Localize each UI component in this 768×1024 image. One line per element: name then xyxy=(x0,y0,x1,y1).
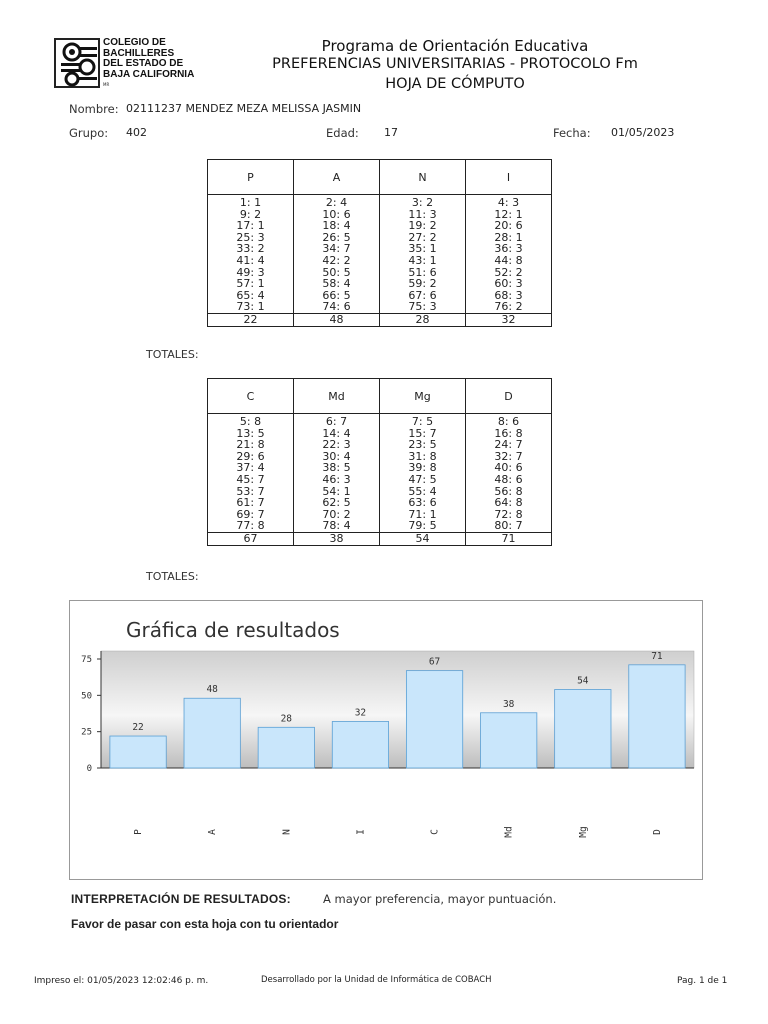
answer-score: 35: 1 xyxy=(408,242,437,256)
column-header: D xyxy=(466,379,552,414)
developed-by: Desarrollado por la Unidad de Informática de COBACH xyxy=(261,975,492,985)
answer-score: 66: 5 xyxy=(322,288,351,302)
nombre-value: 02111237 MENDEZ MEZA MELISSA JASMIN xyxy=(126,102,362,115)
answer-score: 46: 3 xyxy=(322,472,351,486)
bar-value-label: 67 xyxy=(428,656,441,668)
totals-label: TOTALES: xyxy=(146,570,199,583)
logo-line: BACHILLERES xyxy=(103,47,175,59)
x-category-label: P xyxy=(133,829,145,835)
bar-value-label: 22 xyxy=(132,722,144,734)
column-header: I xyxy=(466,160,552,195)
answer-score: 71: 1 xyxy=(408,507,437,521)
answer-score: 28: 1 xyxy=(494,230,523,244)
bar-value-label: 32 xyxy=(354,707,367,719)
answer-score: 24: 7 xyxy=(494,438,523,452)
answer-score: 21: 8 xyxy=(236,438,265,452)
x-category-label: Mg xyxy=(577,826,589,838)
bar-value-label: 48 xyxy=(206,684,218,696)
logo-line: COLEGIO DE xyxy=(103,37,166,48)
answer-score: 74: 6 xyxy=(322,300,351,314)
answer-score: 10: 6 xyxy=(322,207,351,221)
x-category-label: I xyxy=(355,829,367,835)
grupo-value: 402 xyxy=(126,126,147,139)
bar-value-label: 38 xyxy=(502,698,515,710)
interpretation-label: INTERPRETACIÓN DE RESULTADOS: xyxy=(71,892,291,906)
answer-score: 39: 8 xyxy=(408,461,437,475)
nombre-label: Nombre: xyxy=(69,102,119,116)
y-tick-label: 0 xyxy=(86,764,92,774)
x-category-label: N xyxy=(281,829,293,835)
total-cell: 67 xyxy=(208,532,294,545)
bar-value-label: 71 xyxy=(651,650,663,662)
total-cell: 54 xyxy=(380,532,466,545)
answer-score: 32: 7 xyxy=(494,449,523,463)
answer-score: 41: 4 xyxy=(236,253,265,267)
answer-score: 54: 1 xyxy=(322,484,351,498)
answer-score: 7: 5 xyxy=(411,415,434,428)
logo-line: DEL ESTADO DE xyxy=(103,58,184,69)
answer-score: 50: 5 xyxy=(322,265,351,279)
answer-score: 30: 4 xyxy=(322,449,351,463)
answer-score: 31: 8 xyxy=(408,449,437,463)
answer-score: 80: 7 xyxy=(494,519,523,533)
y-tick-label: 25 xyxy=(81,727,92,738)
answer-score: 51: 6 xyxy=(408,265,437,279)
totals-label: TOTALES: xyxy=(146,348,199,361)
answer-score: 23: 5 xyxy=(408,438,437,452)
total-cell: 32 xyxy=(466,313,552,326)
x-category-label: D xyxy=(651,829,663,835)
bar-Md xyxy=(481,713,537,768)
answer-score: 64: 8 xyxy=(494,496,523,510)
answer-score: 72: 8 xyxy=(494,507,523,521)
answer-score: 36: 3 xyxy=(494,242,523,256)
answer-score: 79: 5 xyxy=(408,519,437,533)
answer-score: 70: 2 xyxy=(322,507,351,521)
answer-score: 62: 5 xyxy=(322,496,351,510)
answer-score: 29: 6 xyxy=(236,449,265,463)
column-header: Md xyxy=(294,379,380,414)
sheet-title: HOJA DE CÓMPUTO xyxy=(385,76,525,92)
bar-P xyxy=(110,736,166,768)
y-tick-label: 75 xyxy=(81,655,92,665)
answer-score: 69: 7 xyxy=(236,507,265,521)
orientador-note: Favor de pasar con esta hoja con tu orientador xyxy=(71,917,339,931)
column-header: P xyxy=(208,160,294,195)
bar-value-label: 28 xyxy=(280,713,293,725)
answer-score: 27: 2 xyxy=(408,230,437,244)
answer-score: 17: 1 xyxy=(236,219,265,233)
answer-score: 73: 1 xyxy=(236,300,265,314)
answer-score: 26: 5 xyxy=(322,230,351,244)
answer-score: 25: 3 xyxy=(236,230,265,244)
column-header: N xyxy=(380,160,466,195)
answer-score: 47: 5 xyxy=(408,472,437,486)
answer-score: 6: 7 xyxy=(325,415,348,428)
answer-score: 1: 1 xyxy=(239,196,262,209)
bar-A xyxy=(184,698,240,768)
answer-score: 11: 3 xyxy=(408,207,437,221)
logo-line: BAJA CALIFORNIA xyxy=(103,68,195,80)
page-number: Pag. 1 de 1 xyxy=(677,976,728,986)
answer-score: 33: 2 xyxy=(236,242,265,256)
answer-score: 63: 6 xyxy=(408,496,437,510)
fecha-value: 01/05/2023 xyxy=(611,126,675,139)
bar-N xyxy=(258,727,314,768)
answer-score: 52: 2 xyxy=(494,265,523,279)
answer-score: 8: 6 xyxy=(497,415,520,428)
answer-score: 18: 4 xyxy=(322,219,351,233)
answer-score: 9: 2 xyxy=(239,207,262,221)
answer-score: 5: 8 xyxy=(239,415,262,428)
answer-score: 42: 2 xyxy=(322,253,351,267)
answer-score: 40: 6 xyxy=(494,461,523,475)
total-cell: 28 xyxy=(380,313,466,326)
answer-score: 60: 3 xyxy=(494,277,523,291)
answer-score: 12: 1 xyxy=(494,207,523,221)
x-category-label: Md xyxy=(503,826,515,838)
column-header: C xyxy=(208,379,294,414)
answer-score: 61: 7 xyxy=(236,496,265,510)
program-title: Programa de Orientación Educativa xyxy=(321,37,589,55)
answer-score: 15: 7 xyxy=(408,426,437,440)
answer-score: 48: 6 xyxy=(494,472,523,486)
answer-score: 55: 4 xyxy=(408,484,437,498)
answer-score: 53: 7 xyxy=(236,484,265,498)
answer-score: 45: 7 xyxy=(236,472,265,486)
x-category-label: A xyxy=(207,829,219,835)
answer-score: 67: 6 xyxy=(408,288,437,302)
total-cell: 38 xyxy=(294,532,380,545)
answer-score: 75: 3 xyxy=(408,300,437,314)
grupo-label: Grupo: xyxy=(69,126,109,140)
bar-I xyxy=(332,721,388,768)
answer-score: 22: 3 xyxy=(322,438,351,452)
x-category-label: C xyxy=(429,829,441,835)
answer-score: 13: 5 xyxy=(236,426,265,440)
total-cell: 22 xyxy=(208,313,294,326)
answer-score: 58: 4 xyxy=(322,277,351,291)
edad-value: 17 xyxy=(384,126,398,139)
answer-score: 76: 2 xyxy=(494,300,523,314)
answer-score: 19: 2 xyxy=(408,219,437,233)
interpretation-text: A mayor preferencia, mayor puntuación. xyxy=(323,892,557,906)
answer-score: 37: 4 xyxy=(236,461,265,475)
bar-C xyxy=(406,671,462,768)
total-cell: 71 xyxy=(466,532,552,545)
answer-score: 20: 6 xyxy=(494,219,523,233)
answer-score: 16: 8 xyxy=(494,426,523,440)
column-header: Mg xyxy=(380,379,466,414)
answer-score: 3: 2 xyxy=(411,196,434,209)
answer-score: 78: 4 xyxy=(322,519,351,533)
bar-Mg xyxy=(555,690,611,768)
answer-score: 34: 7 xyxy=(322,242,351,256)
total-cell: 48 xyxy=(294,313,380,326)
answer-score: 59: 2 xyxy=(408,277,437,291)
answer-score: 65: 4 xyxy=(236,288,265,302)
answer-score: 57: 1 xyxy=(236,277,265,291)
answer-score: 43: 1 xyxy=(408,253,437,267)
answer-score: 4: 3 xyxy=(497,196,520,209)
answer-score: 56: 8 xyxy=(494,484,523,498)
logo-registered-mark: MR xyxy=(103,82,110,87)
protocol-title: PREFERENCIAS UNIVERSITARIAS - PROTOCOLO Fm xyxy=(272,56,638,72)
answer-score: 14: 4 xyxy=(322,426,351,440)
bar-value-label: 54 xyxy=(577,675,589,687)
answer-score: 68: 3 xyxy=(494,288,523,302)
fecha-label: Fecha: xyxy=(553,126,591,140)
edad-label: Edad: xyxy=(326,126,359,140)
answer-score: 49: 3 xyxy=(236,265,265,279)
bar-D xyxy=(629,665,685,768)
answer-score: 2: 4 xyxy=(325,196,348,209)
printed-timestamp: Impreso el: 01/05/2023 12:02:46 p. m. xyxy=(34,976,209,986)
y-tick-label: 50 xyxy=(81,691,92,702)
answer-score: 44: 8 xyxy=(494,253,523,267)
answer-score: 38: 5 xyxy=(322,461,351,475)
chart-title: Gráfica de resultados xyxy=(126,618,340,642)
column-header: A xyxy=(294,160,380,195)
answer-score: 77: 8 xyxy=(236,519,265,533)
